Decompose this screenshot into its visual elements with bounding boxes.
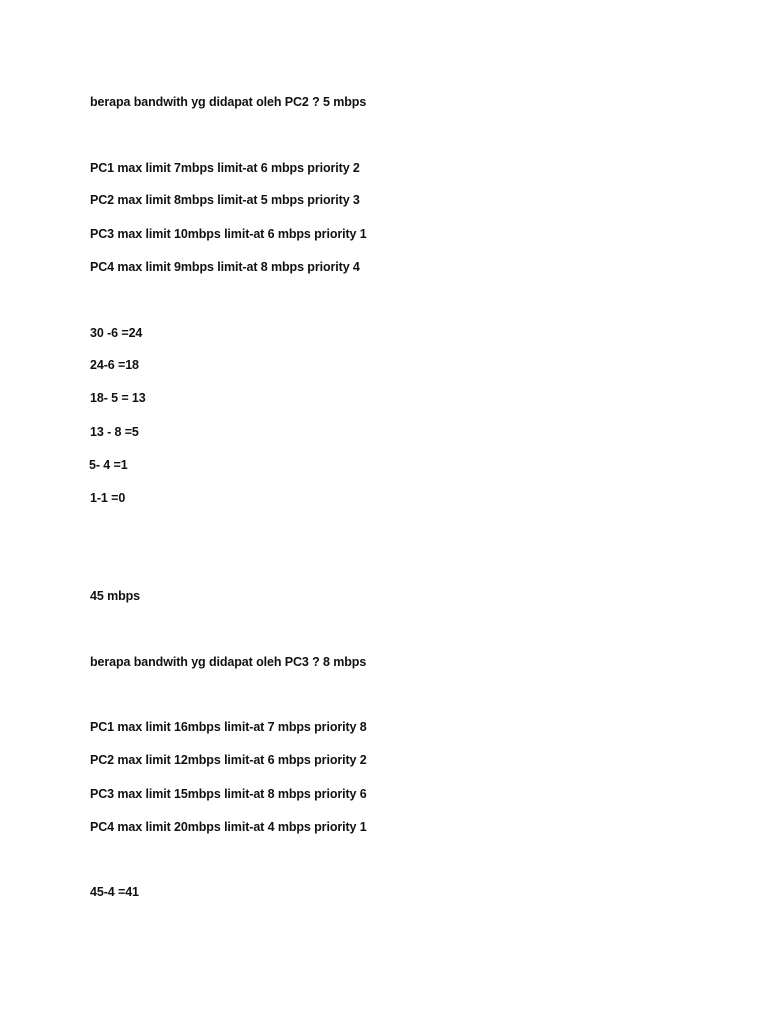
- q1-calc-1: 30 -6 =24: [90, 326, 143, 340]
- q2-pc4-line: PC4 max limit 20mbps limit-at 4 mbps priority 1: [90, 820, 367, 834]
- q2-pc1-line: PC1 max limit 16mbps limit-at 7 mbps priority 8: [90, 720, 367, 734]
- q1-calc-5: 5- 4 =1: [89, 458, 128, 472]
- q1-calc-3: 18- 5 = 13: [90, 391, 146, 405]
- q1-pc4-line: PC4 max limit 9mbps limit-at 8 mbps priority 4: [90, 260, 360, 274]
- q1-pc1-line: PC1 max limit 7mbps limit-at 6 mbps priority 2: [90, 161, 360, 175]
- total-bandwidth: 45 mbps: [90, 589, 141, 603]
- q1-pc3-line: PC3 max limit 10mbps limit-at 6 mbps priority 1: [90, 227, 367, 241]
- question-2: berapa bandwith yg didapat oleh PC3 ? 8 mbps: [90, 655, 367, 669]
- q2-pc3-line: PC3 max limit 15mbps limit-at 8 mbps priority 6: [90, 787, 367, 801]
- q2-pc2-line: PC2 max limit 12mbps limit-at 6 mbps priority 2: [90, 753, 367, 767]
- q1-pc2-line: PC2 max limit 8mbps limit-at 5 mbps priority 3: [90, 193, 360, 207]
- q1-calc-2: 24-6 =18: [90, 358, 139, 372]
- q1-calc-4: 13 - 8 =5: [90, 425, 139, 439]
- q1-calc-6: 1-1 =0: [90, 491, 126, 505]
- q2-calc-1: 45-4 =41: [90, 885, 139, 899]
- question-1: berapa bandwith yg didapat oleh PC2 ? 5 mbps: [90, 95, 367, 109]
